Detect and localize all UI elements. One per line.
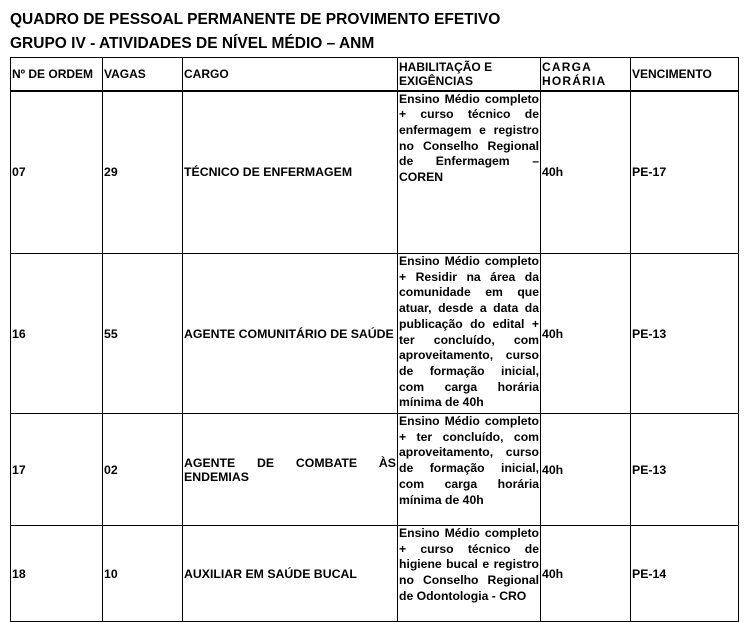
cell-vencimento: PE-17	[631, 91, 739, 254]
header-ordem: Nº DE ORDEM	[11, 58, 103, 91]
table-row	[11, 254, 739, 414]
cell-habilitacao: Ensino Médio completo + ter concluído, com aproveitamento, curso de formação inicial, com carga horária mínima de 40h	[398, 414, 541, 526]
cell-vagas: 02	[103, 414, 183, 526]
cell-carga: 40h	[541, 91, 631, 254]
cell-habilitacao: Ensino Médio completo + curso técnico de enfermagem e registro no Conselho Regional de Enfermagem – COREN	[398, 91, 541, 254]
cell-vencimento: PE-13	[631, 254, 739, 414]
cell-cargo: AUXILIAR EM SAÚDE BUCAL	[183, 526, 398, 622]
cell-cargo: TÉCNICO DE ENFERMAGEM	[183, 91, 398, 254]
header-cargo: CARGO	[183, 58, 398, 91]
header-carga: CARGA HORÁRIA	[541, 58, 631, 91]
cell-cargo: AGENTE DE COMBATE ÀS ENDEMIAS	[183, 414, 398, 526]
cell-carga: 40h	[541, 526, 631, 622]
cell-habilitacao: Ensino Médio completo + Residir na área da comunidade em que atuar, desde a data da publicação do edital + ter concluído, com aproveitamento, curso de formação inicial, com carga horária mínima de 40h	[398, 254, 541, 414]
cell-cargo: AGENTE COMUNITÁRIO DE SAÚDE	[183, 254, 398, 414]
cell-vencimento: PE-13	[631, 414, 739, 526]
cell-habilitacao: Ensino Médio completo + curso técnico de higiene bucal e registro no Conselho Regional de Odontologia - CRO	[398, 526, 541, 622]
cell-ordem: 18	[11, 526, 103, 622]
cell-vagas: 55	[103, 254, 183, 414]
cell-carga: 40h	[541, 254, 631, 414]
table-row	[11, 526, 739, 622]
cell-carga: 40h	[541, 414, 631, 526]
table-row	[11, 91, 739, 254]
header-habilitacao: HABILITAÇÃO E EXIGÊNCIAS	[398, 58, 541, 91]
table-header-row	[11, 58, 739, 91]
cell-ordem: 07	[11, 91, 103, 254]
cell-vagas: 29	[103, 91, 183, 254]
document-title: QUADRO DE PESSOAL PERMANENTE DE PROVIMENTO EFETIVO	[10, 11, 501, 28]
cell-vagas: 10	[103, 526, 183, 622]
table-row	[11, 414, 739, 526]
cell-vencimento: PE-14	[631, 526, 739, 622]
header-vagas: VAGAS	[103, 58, 183, 91]
header-vencimento: VENCIMENTO	[631, 58, 739, 91]
cell-ordem: 16	[11, 254, 103, 414]
positions-table	[10, 57, 739, 622]
cell-ordem: 17	[11, 414, 103, 526]
group-subtitle: GRUPO IV - ATIVIDADES DE NÍVEL MÉDIO – ANM	[10, 35, 375, 52]
